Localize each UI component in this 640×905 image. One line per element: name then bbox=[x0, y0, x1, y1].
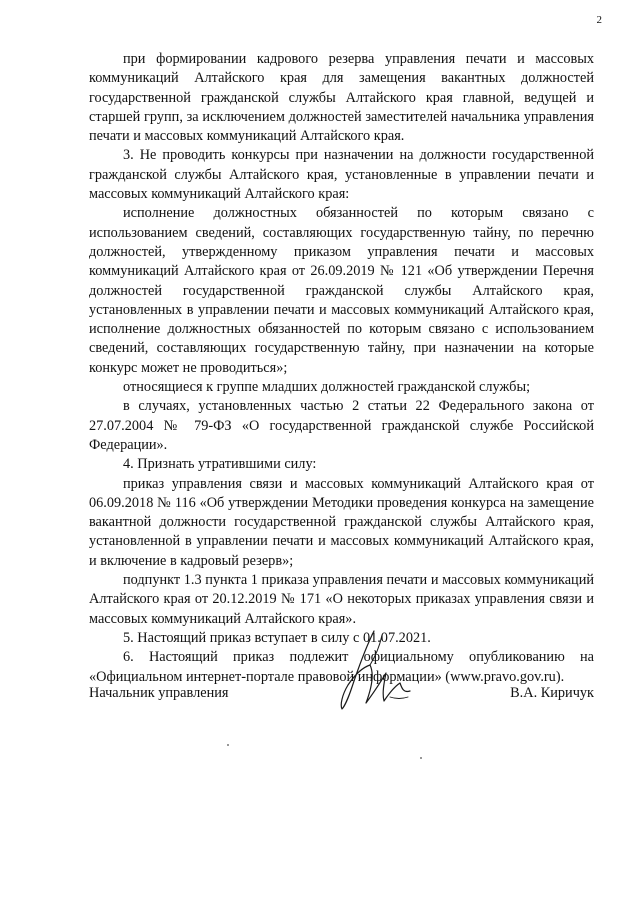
paragraph-junior-positions: относящиеся к группе младших должностей гражданской службы; bbox=[123, 379, 531, 396]
paragraph-item-4: 4. Признать утратившими силу: bbox=[123, 456, 317, 473]
paragraph-repealed-order-116: приказ управления связи и массовых коммуникаций Алтайского края от 06.09.2018 № 116 «Об утверждении Методики проведения конкурса на замещение вакантной должности государственной гражданской службы Алтайского края, установленной в управлении печати и массовых коммуникаций Алтайского края, и включение в кадровый резерв»; bbox=[89, 475, 594, 569]
paragraph-reserve-formation: при формировании кадрового резерва управления печати и массовых коммуникаций Алтайского края для замещения вакантных должностей государственной гражданской службы Алтайского края главной, ведущей и старшей групп, за исключением должностей заместителей начальника управления печати и массовых коммуникаций Алтайского края. bbox=[89, 51, 594, 145]
paragraph-item-5: 5. Настоящий приказ вступает в силу с 01.07.2021. bbox=[123, 629, 431, 646]
signatory-position: Начальник управления bbox=[89, 685, 229, 701]
signatory-name: В.А. Киричук bbox=[510, 685, 594, 701]
scan-speck bbox=[420, 757, 422, 759]
paragraph-repealed-subitem-1-3: подпункт 1.3 пункта 1 приказа управления печати и массовых коммуникаций Алтайского края от 20.12.2019 № 171 «О некоторых приказах управления связи и массовых коммуникаций Алтайского края». bbox=[89, 572, 594, 627]
scan-speck bbox=[227, 744, 229, 746]
signature-block bbox=[89, 684, 594, 708]
paragraph-federal-law-cases: в случаях, установленных частью 2 статьи 22 Федерального закона от 27.07.2004 № 79-ФЗ «О государственной гражданской службе Российской Федерации». bbox=[89, 398, 594, 453]
page-number: 2 bbox=[596, 14, 602, 26]
paragraph-item-3: 3. Не проводить конкурсы при назначении на должности государственной гражданской службы Алтайского края, установленные в управлении печати и массовых коммуникаций Алтайского края: bbox=[89, 147, 594, 203]
document-body bbox=[89, 50, 594, 687]
paragraph-state-secret-positions: исполнение должностных обязанностей по которым связано с использованием сведений, составляющих государственную тайну, по перечню должностей, утвержденному приказом управления печати и массовых коммуникаций Алтайского края от 26.09.2019 № 121 «Об утверждении Перечня должностей государственной гражданской службы Алтайского края, установленных в управлении печати и массовых коммуникаций Алтайского края, исполнение должностных обязанностей по которым связано с использованием сведений, составляющих государственную тайну, при назначении на которые конкурс может не проводиться»; bbox=[89, 205, 594, 376]
paragraph-item-6: 6. Настоящий приказ подлежит официальному опубликованию на «Официальном интернет-портале правовой информации» (www.pravo.gov.ru). bbox=[89, 649, 594, 685]
